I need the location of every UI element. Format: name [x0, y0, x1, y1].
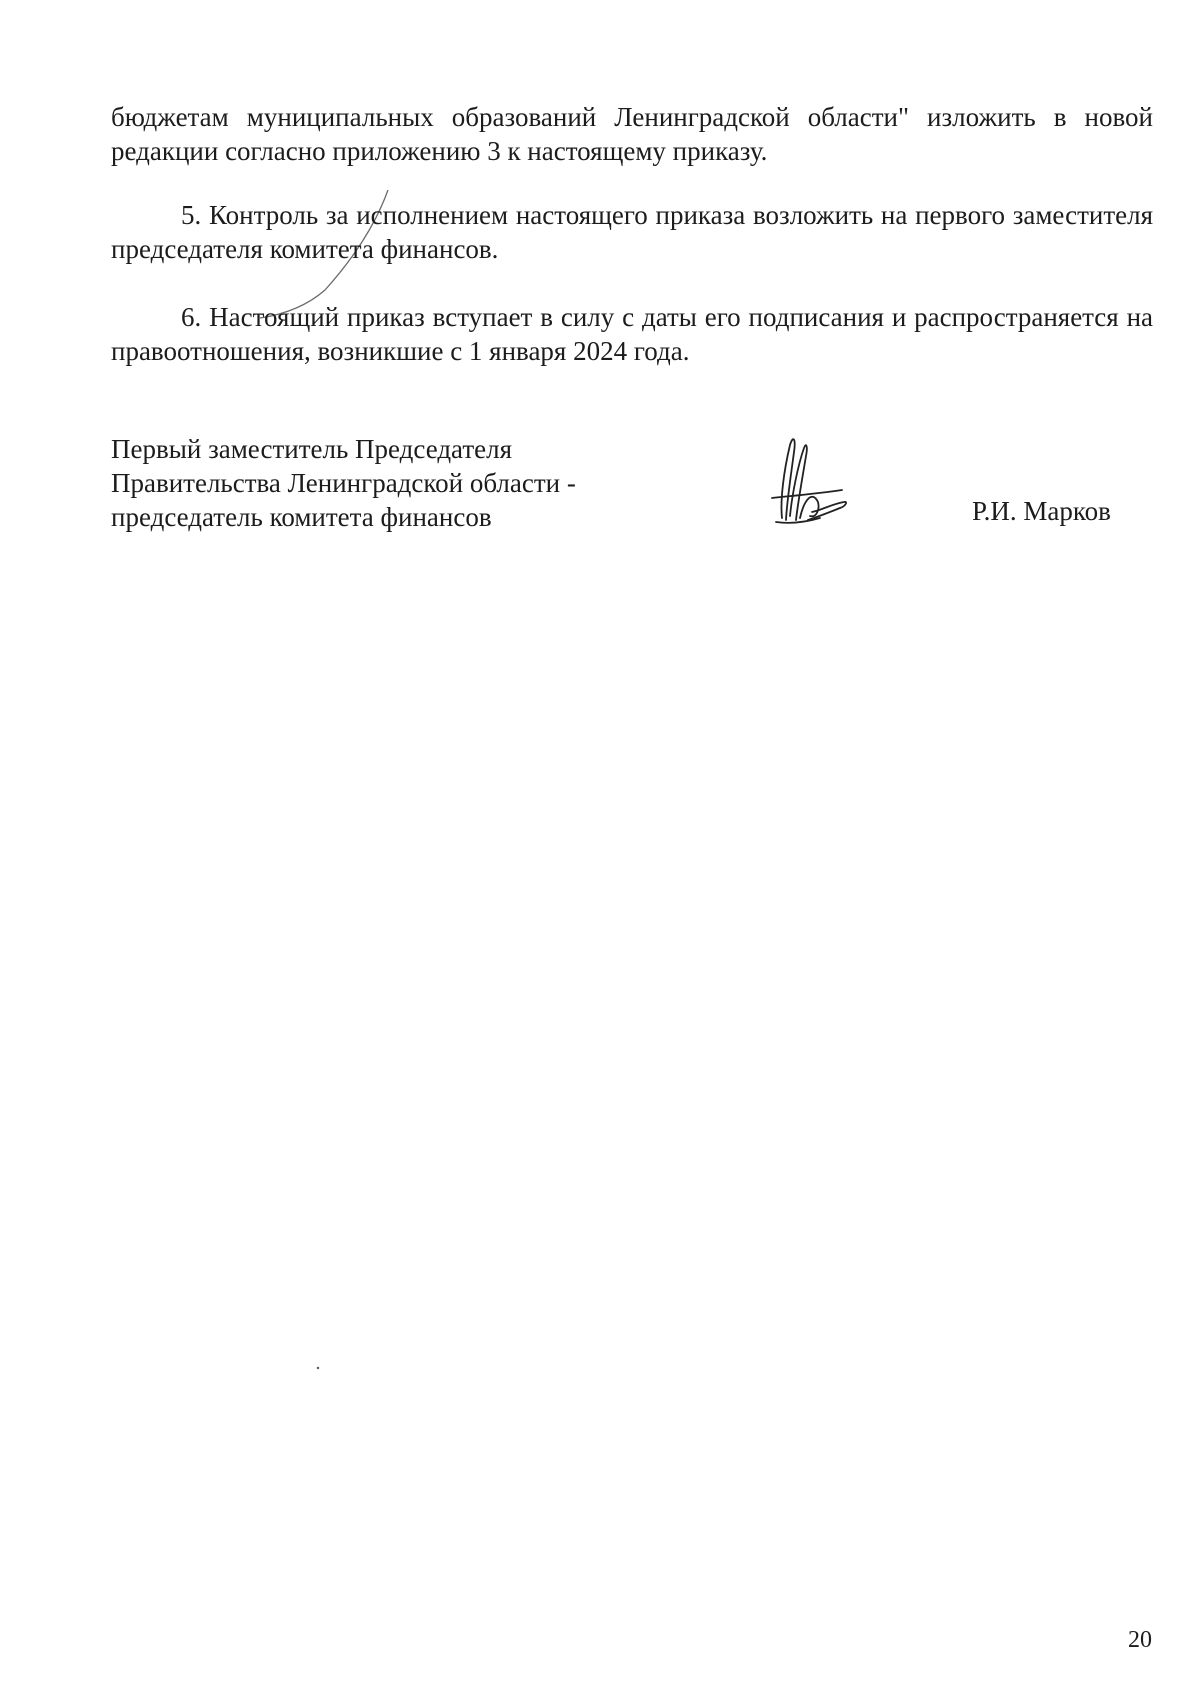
page-number: 20	[1128, 1627, 1152, 1653]
signatory-title-line: председатель комитета финансов	[111, 502, 492, 532]
handwritten-signature	[760, 430, 860, 530]
signatory-title	[111, 432, 576, 534]
item-text: Контроль за исполнением настоящего приказа возложить на первого заместителя председателя комитета финансов.	[111, 200, 1153, 264]
signatory-title-line: Первый заместитель Председателя	[111, 434, 513, 464]
item-5-paragraph	[111, 198, 1153, 266]
signatory-name: Р.И. Марков	[972, 496, 1111, 526]
continuation-paragraph	[111, 100, 1153, 168]
item-number: 6.	[181, 302, 202, 332]
item-6-paragraph	[111, 300, 1153, 368]
item-number: 5.	[181, 200, 202, 230]
continuation-text: бюджетам муниципальных образований Ленинградской области" изложить в новой редакции согласно приложению 3 к настоящему приказу.	[111, 102, 1153, 166]
item-text: Настоящий приказ вступает в силу с даты его подписания и распространяется на правоотношения, возникшие с 1 января 2024 года.	[111, 302, 1154, 366]
signatory-title-line: Правительства Ленинградской области -	[111, 468, 576, 498]
